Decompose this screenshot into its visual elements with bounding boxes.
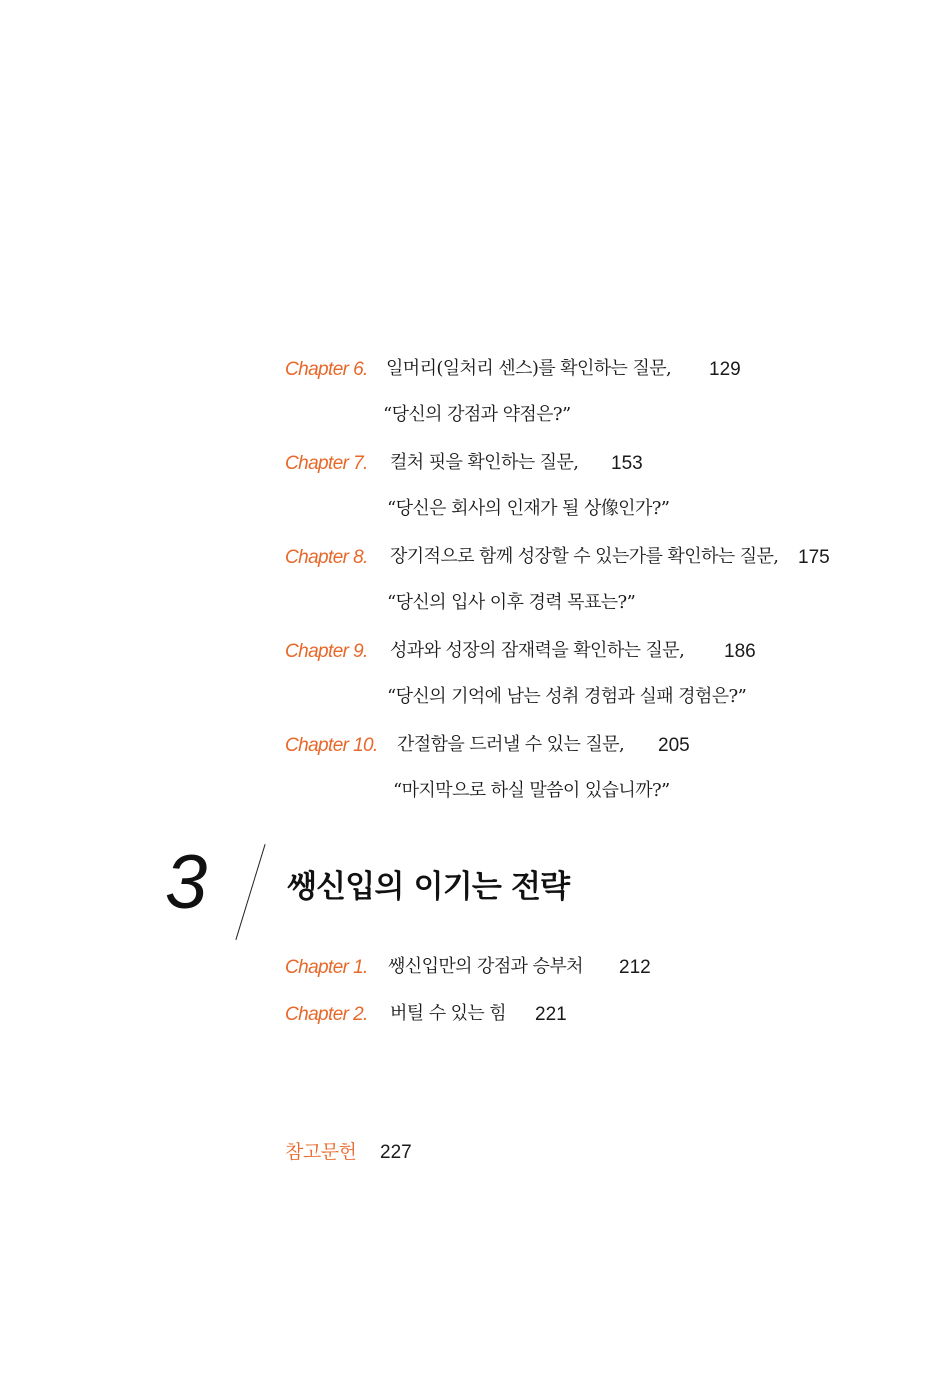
part-title: 쌩신입의 이기는 전략 bbox=[287, 869, 570, 905]
chapter-subtitle: “당신의 기억에 남는 성취 경험과 실패 경험은?” bbox=[387, 686, 747, 707]
page-number: 227 bbox=[380, 1142, 412, 1163]
chapter-subtitle: “마지막으로 하실 말씀이 있습니까?” bbox=[393, 780, 670, 801]
page-number: 186 bbox=[724, 641, 756, 662]
chapter-title: 간절함을 드러낼 수 있는 질문, bbox=[397, 734, 625, 755]
chapter-label: Chapter 10. bbox=[285, 735, 378, 756]
chapter-title: 성과와 성장의 잠재력을 확인하는 질문, bbox=[390, 640, 685, 661]
page-number: 212 bbox=[619, 957, 651, 978]
chapter-label: Chapter 9. bbox=[285, 641, 368, 662]
chapter-title: 컬처 핏을 확인하는 질문, bbox=[390, 452, 579, 473]
chapter-label: Chapter 7. bbox=[285, 453, 368, 474]
chapter-subtitle: “당신의 강점과 약점은?” bbox=[383, 404, 571, 425]
page-number: 221 bbox=[535, 1004, 567, 1025]
part-divider-slash bbox=[235, 844, 265, 940]
chapter-subtitle: “당신의 입사 이후 경력 목표는?” bbox=[387, 592, 636, 613]
page-number: 153 bbox=[611, 453, 643, 474]
chapter-label: Chapter 8. bbox=[285, 547, 368, 568]
page-number: 129 bbox=[709, 359, 741, 380]
chapter-title: 장기적으로 함께 성장할 수 있는가를 확인하는 질문, bbox=[390, 546, 779, 567]
part-number: 3 bbox=[165, 840, 208, 925]
chapter-title: 쌩신입만의 강점과 승부처 bbox=[388, 956, 583, 977]
chapter-title: 일머리(일처리 센스)를 확인하는 질문, bbox=[386, 358, 672, 379]
chapter-label: Chapter 6. bbox=[285, 359, 368, 380]
page-number: 175 bbox=[798, 547, 830, 568]
chapter-label: Chapter 2. bbox=[285, 1004, 368, 1025]
chapter-title: 버틸 수 있는 힘 bbox=[390, 1003, 507, 1024]
page-number: 205 bbox=[658, 735, 690, 756]
chapter-label: Chapter 1. bbox=[285, 957, 368, 978]
chapter-subtitle: “당신은 회사의 인재가 될 상像인가?” bbox=[387, 498, 670, 519]
references-label: 참고문헌 bbox=[285, 1141, 357, 1163]
